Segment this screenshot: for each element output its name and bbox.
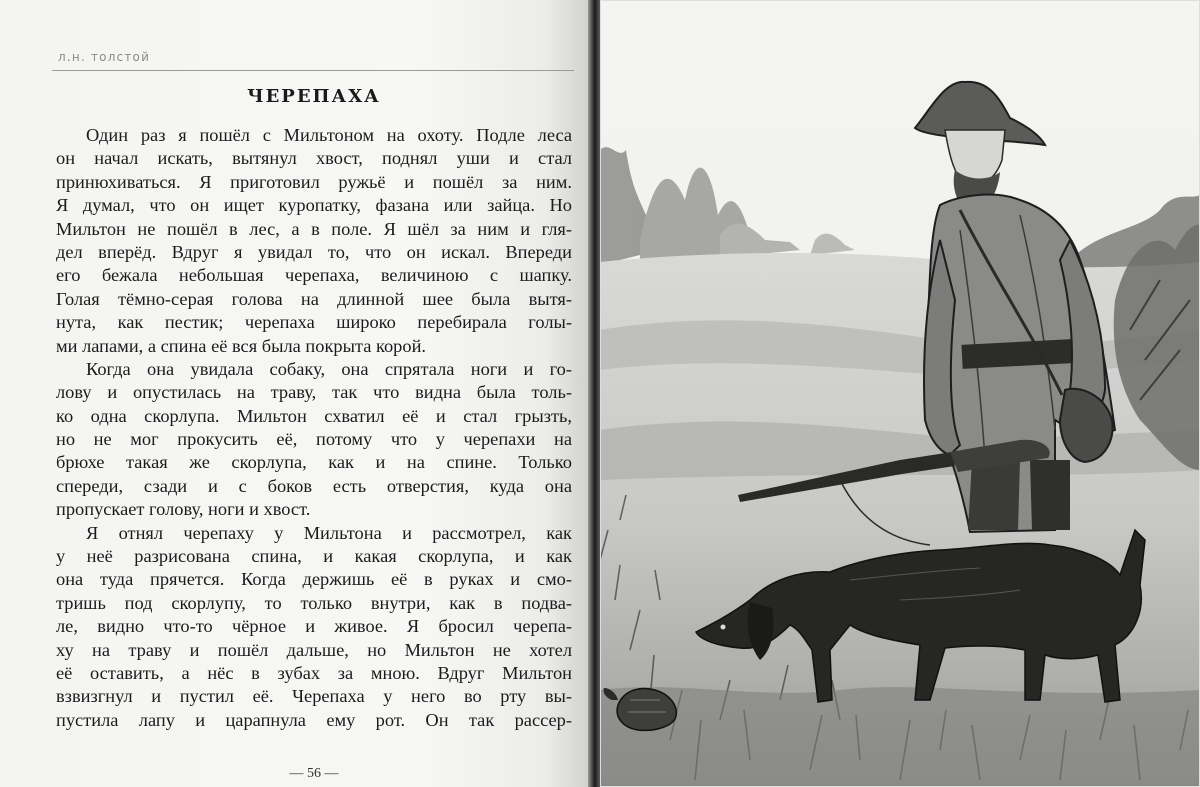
- right-page-illustration: [600, 0, 1200, 787]
- story-title: ЧЕРЕПАХА: [247, 86, 381, 107]
- text-line: нута, как пестик; черепаха широко перебирала голы-: [56, 312, 572, 333]
- text-line: тришь под скорлупу, то только внутри, как в подва-: [56, 592, 572, 613]
- text-line: брюхе такая же скорлупа, как и на спине. Только: [56, 452, 572, 473]
- text-line: принюхиваться. Я приготовил ружьё и пошёл за ним.: [56, 171, 572, 192]
- text-line: Я отнял черепаху у Мильтона и рассмотрел, как: [86, 522, 572, 543]
- page-number: — 56 —: [289, 766, 339, 781]
- text-line: Когда она увидала собаку, она спрятала ноги и го-: [86, 358, 572, 379]
- text-line: спереди, сзади и с боков есть отверстия, куда она: [56, 475, 572, 496]
- running-head: л.н. толстой: [58, 50, 151, 64]
- story-text: [56, 124, 572, 732]
- text-line: Мильтон не пошёл в лес, а в поле. Я шёл за ним и гля-: [56, 218, 572, 239]
- text-line: дел вперёд. Вдруг я увидал то, что он искал. Впереди: [56, 241, 572, 262]
- text-line: он начал искать, вытянул хвост, поднял уши и стал: [56, 148, 572, 169]
- text-line: Голая тёмно-серая голова на длинной шее была вытя-: [56, 288, 572, 309]
- book-gutter: [588, 0, 600, 787]
- text-line: пустила лапу и царапнула ему рот. Он так рассер-: [56, 709, 572, 730]
- text-line: Я думал, что он ищет куропатку, фазана или зайца. Но: [56, 195, 572, 216]
- text-line: ко одна скорлупа. Мильтон схватил её и стал грызть,: [56, 405, 572, 426]
- text-line: ху на траву и пошёл дальше, но Мильтон не хотел: [56, 639, 572, 660]
- text-line: лову и опустилась на траву, так что видна была толь-: [56, 382, 572, 403]
- text-line: ле, видно что-то чёрное и живое. Я бросил черепа-: [56, 616, 572, 637]
- text-line: она туда прячется. Когда держишь её в руках и смо-: [56, 569, 572, 590]
- text-line: взвизгнул и пустил её. Черепаха у него во рту вы-: [56, 686, 572, 707]
- illustration-svg: [600, 0, 1200, 787]
- text-line: его бежала небольшая черепаха, величиною с шапку.: [56, 265, 572, 286]
- text-line: Один раз я пошёл с Мильтоном на охоту. Подле леса: [86, 125, 572, 145]
- text-line: ми лапами, а спина её вся была покрыта корой.: [56, 335, 427, 356]
- text-line: её оставить, а нёс в зубах за мною. Вдруг Мильтон: [56, 662, 572, 683]
- left-page: [0, 0, 592, 787]
- text-line: пропускает голову, ноги и хвост.: [56, 499, 311, 520]
- text-line: но не мог прокусить её, потому что у черепахи на: [56, 429, 572, 450]
- text-line: у неё разрисована спина, и какая скорлупа, и как: [56, 546, 572, 567]
- header-rule: [52, 70, 574, 71]
